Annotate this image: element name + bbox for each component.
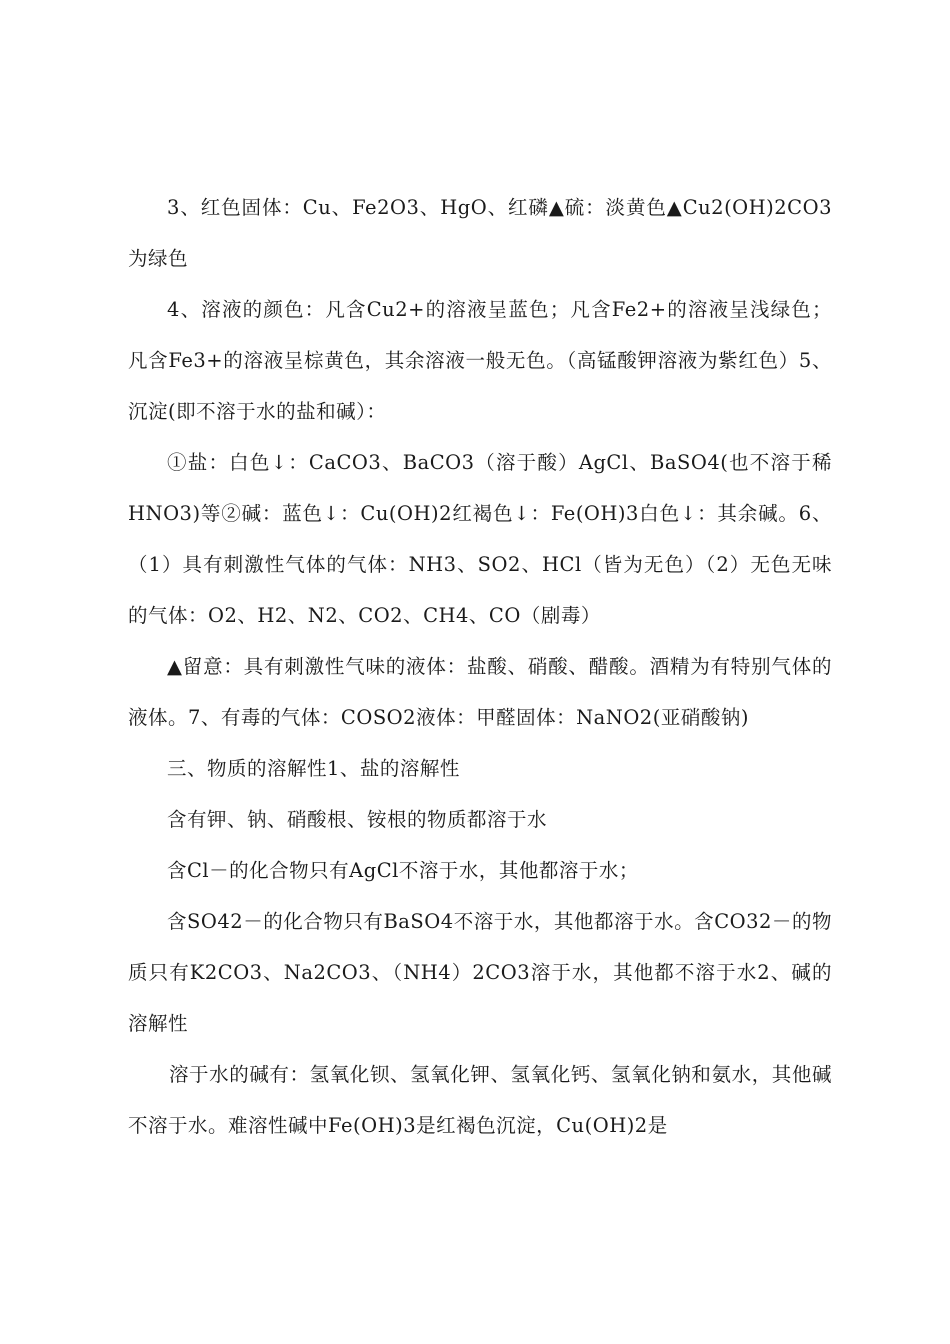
document-body bbox=[128, 182, 832, 1151]
paragraph-red-solids: 3、红色固体：Cu、Fe2O3、HgO、红磷▲硫：淡黄色▲Cu2(OH)2CO3为绿色 bbox=[128, 196, 832, 270]
paragraph-soluble-bases: 溶于水的碱有：氢氧化钡、氢氧化钾、氢氧化钙、氢氧化钠和氨水，其他碱不溶于水。难溶性碱中Fe(OH)3是红褐色沉淀，Cu(OH)2是 bbox=[128, 1063, 832, 1137]
paragraph-precipitates: ①盐：白色↓：CaCO3、BaCO3（溶于酸）AgCl、BaSO4(也不溶于稀HNO3)等②碱：蓝色↓：Cu(OH)2红褐色↓：Fe(OH)3白色↓：其余碱。6、（1）具有刺激性气体的气体：NH3、SO2、HCl（皆为无色）（2）无色无味的气体：O2、H2、N2、CO2、CH4、CO（剧毒） bbox=[128, 451, 832, 627]
paragraph-soluble-ions: 含有钾、钠、硝酸根、铵根的物质都溶于水 bbox=[167, 808, 548, 831]
paragraph-notice-liquids: ▲留意：具有刺激性气味的液体：盐酸、硝酸、醋酸。酒精为有特别气体的液体。7、有毒的气体：COSO2液体：甲醛固体：NaNO2(亚硝酸钠) bbox=[128, 655, 832, 729]
paragraph-chloride: 含Cl－的化合物只有AgCl不溶于水，其他都溶于水； bbox=[167, 859, 639, 882]
paragraph-sulfate-carbonate: 含SO42－的化合物只有BaSO4不溶于水，其他都溶于水。含CO32－的物质只有K2CO3、Na2CO3、（NH4）2CO3溶于水，其他都不溶于水2、碱的溶解性 bbox=[128, 910, 832, 1035]
paragraph-solution-colors: 4、溶液的颜色：凡含Cu2+的溶液呈蓝色；凡含Fe2+的溶液呈浅绿色；凡含Fe3+的溶液呈棕黄色，其余溶液一般无色。（高锰酸钾溶液为紫红色）5、沉淀(即不溶于水的盐和碱）： bbox=[128, 298, 832, 423]
section-heading-solubility: 三、物质的溶解性1、盐的溶解性 bbox=[167, 757, 460, 780]
